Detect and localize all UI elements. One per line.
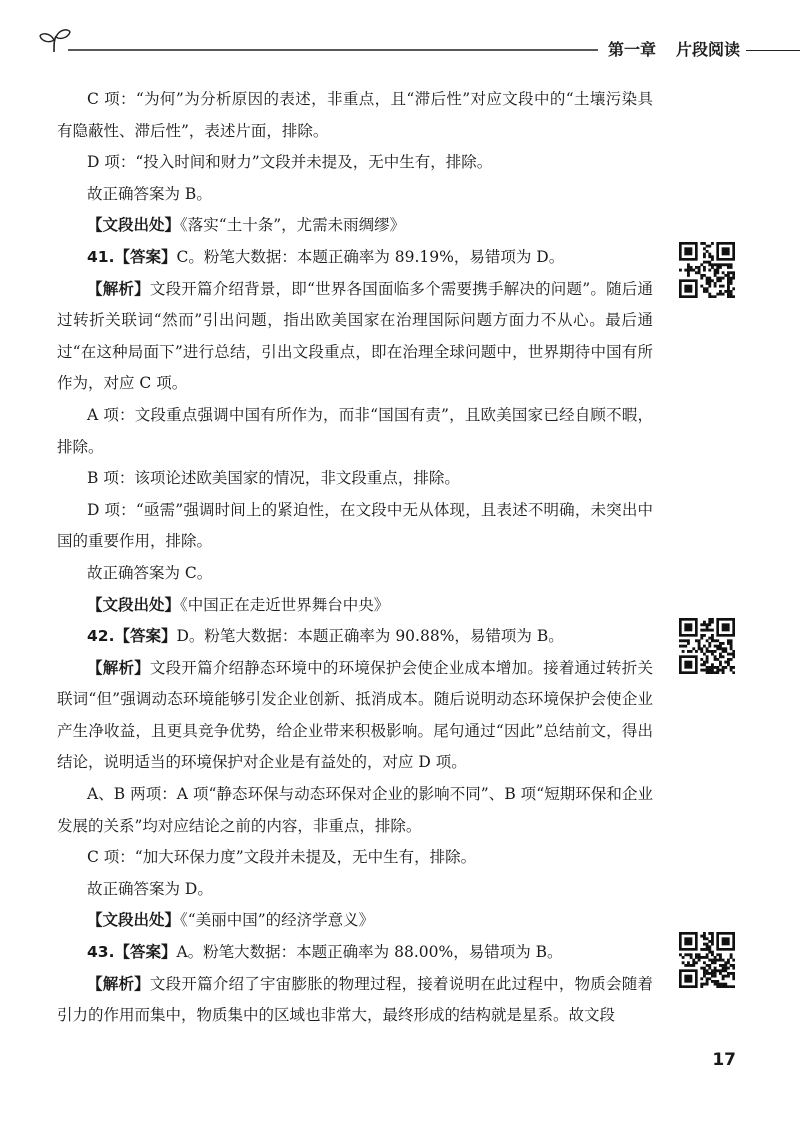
paragraph-text: 故正确答案为 D。: [87, 879, 213, 898]
paragraph-text: A 项：文段重点强调中国有所作为，而非“国国有责”，且欧美国家已经自顾不暇，排除。: [57, 405, 653, 456]
paragraph: [57, 463, 653, 495]
section-tag: 【文段出处】: [87, 216, 181, 235]
section-tag: 43.【答案】: [87, 943, 177, 962]
sprout-icon: [38, 26, 72, 56]
paragraph: [57, 179, 653, 211]
qr-code-icon: [679, 618, 735, 674]
paragraph-text: D。粉笔大数据：本题正确率为 90.88%，易错项为 B。: [176, 627, 564, 646]
qr-code-icon: [679, 932, 735, 988]
section-tag: 【解析】: [87, 974, 150, 993]
paragraph: [57, 653, 653, 779]
paragraph-text: D 项：“亟需”强调时间上的紧迫性，在文段中无从体现，且表述不明确，未突出中国的重要作用，排除。: [57, 500, 653, 551]
paragraph-text: C。粉笔大数据：本题正确率为 89.19%，易错项为 D。: [176, 247, 565, 266]
section-label: 片段阅读: [675, 40, 740, 59]
paragraph: [57, 969, 653, 1032]
section-tag: 【文段出处】: [87, 911, 181, 930]
paragraph: [57, 400, 653, 463]
paragraph-text: B 项：该项论述欧美国家的情况，非文段重点，排除。: [87, 469, 460, 488]
paragraph-text: 故正确答案为 C。: [87, 563, 213, 582]
paragraph-text: A、B 两项：A 项“静态环保与动态环保对企业的影响不同”、B 项“短期环保和企业发展的关系”均对应结论之前的内容，非重点，排除。: [57, 785, 653, 835]
paragraph: [57, 558, 653, 590]
paragraph: [57, 874, 653, 906]
paragraph: [57, 937, 653, 969]
paragraph-text: 文段开篇介绍了宇宙膨胀的物理过程，接着说明在此过程中，物质会随着引力的作用而集中，物质集中的区域也非常大，最终形成的结构就是星系。故文段: [57, 974, 653, 1025]
qr-code-41[interactable]: [679, 242, 735, 298]
paragraph: [57, 779, 653, 842]
chapter-title: [598, 38, 800, 62]
paragraph: [57, 621, 653, 653]
chapter-label: 第一章: [607, 40, 656, 59]
header-dash: [746, 50, 800, 51]
paragraph-text: 《落实“土十条”，尤需未雨绸缪》: [180, 216, 406, 235]
qr-code-icon: [679, 242, 735, 298]
paragraph: [57, 242, 653, 274]
paragraph-text: 文段开篇介绍静态环境中的环境保护会使企业成本增加。接着通过转折关联词“但”强调动态环境能够引发企业创新、抵消成本。随后说明动态环境保护会使企业产生净收益，且更具竞争优势，给企业带来积极影响。尾句通过“因此”总结前文，得出结论，说明适当的环境保护对企业是有益处的，对应 D 项。: [57, 658, 653, 772]
paragraph-text: C 项：“加大环保力度”文段并未提及，无中生有，排除。: [87, 848, 477, 867]
paragraph: [57, 495, 653, 558]
paragraph-text: 《“美丽中国”的经济学意义》: [180, 911, 375, 930]
paragraph-text: 文段开篇介绍背景，即“世界各国面临多个需要携手解决的问题”。随后通过转折关联词“然而”引出问题，指出欧美国家在治理国际问题方面力不从心。最后通过“在这种局面下”进行总结，引出文段重点，即在治理全球问题中，世界期待中国有所作为，对应 C 项。: [57, 279, 653, 393]
paragraph: [57, 210, 653, 242]
page-number: 17: [712, 1050, 736, 1070]
paragraph: [57, 274, 653, 400]
paragraph-text: 故正确答案为 B。: [87, 184, 212, 203]
paragraph-text: D 项：“投入时间和财力”文段并未提及，无中生有，排除。: [87, 153, 493, 172]
paragraph: [57, 842, 653, 874]
page-header: [38, 26, 800, 66]
paragraph: [57, 147, 653, 179]
section-tag: 【文段出处】: [87, 595, 181, 614]
answer-body: [57, 84, 653, 1032]
paragraph: [57, 590, 653, 622]
qr-code-42[interactable]: [679, 618, 735, 674]
paragraph-text: C 项：“为何”为分析原因的表述，非重点，且“滞后性”对应文段中的“土壤污染具有隐蔽性、滞后性”，表述片面，排除。: [57, 90, 653, 140]
paragraph: [57, 905, 653, 937]
paragraph-text: A。粉笔大数据：本题正确率为 88.00%，易错项为 B。: [176, 943, 563, 962]
section-tag: 41.【答案】: [87, 247, 177, 266]
section-tag: 【解析】: [87, 658, 150, 677]
section-tag: 42.【答案】: [87, 627, 177, 646]
paragraph-text: 《中国正在走近世界舞台中央》: [180, 595, 390, 614]
paragraph: [57, 84, 653, 147]
qr-code-43[interactable]: [679, 932, 735, 988]
section-tag: 【解析】: [87, 279, 150, 298]
